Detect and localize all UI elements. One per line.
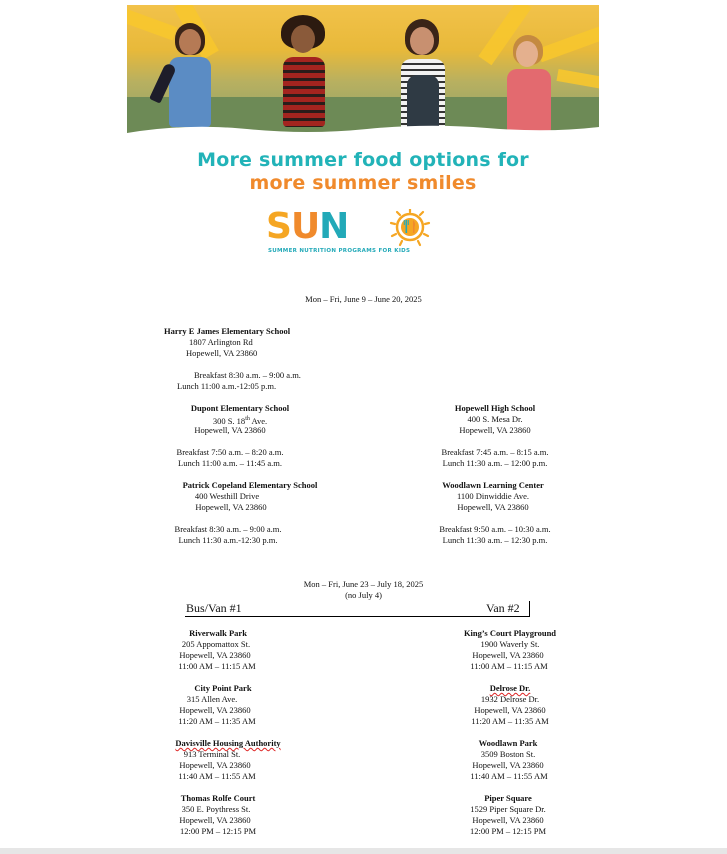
van-1-stop-name: Riverwalk Park [189, 628, 247, 638]
van-1-stop-time: 11:20 AM – 11:35 AM [178, 716, 256, 726]
van-2-stop-name: Piper Square [484, 793, 532, 803]
van-1-stop-name: Thomas Rolfe Court [180, 793, 256, 803]
school-breakfast-harry-e-james: Breakfast 8:30 a.m. – 9:00 a.m. [194, 370, 301, 380]
school-breakfast-hopewell-high: Breakfast 7:45 a.m. – 8:15 a.m. [441, 447, 549, 457]
van-2-stop-name: King’s Court Playground [463, 628, 557, 638]
van-1-stop-street: 350 E. Poythress St. [181, 804, 251, 814]
van-1-stop-name: City Point Park [194, 683, 252, 693]
van-1-stop-time: 12:00 PM – 12:15 PM [179, 826, 257, 836]
period-2-dates: Mon – Fri, June 23 – July 18, 2025 [303, 579, 424, 589]
period-1-dates: Mon – Fri, June 9 – June 20, 2025 [305, 294, 422, 304]
school-street-harry-e-james: 1807 Arlington Rd [189, 337, 253, 347]
school-breakfast-dupont: Breakfast 7:50 a.m. – 8:20 a.m. [176, 447, 284, 457]
school-street-hopewell-high: 400 S. Mesa Dr. [467, 414, 523, 424]
logo-tagline: SUMMER NUTRITION PROGRAMS FOR KIDS [268, 248, 411, 254]
school-street-dupont: 300 S. 18th Ave. [212, 415, 268, 426]
kids-running-banner-image [127, 5, 599, 133]
school-name-harry-e-james: Harry E James Elementary School [164, 326, 291, 336]
van-2-stop-city: Hopewell, VA 23860 [472, 760, 544, 770]
cursor-bar [529, 601, 530, 616]
van-1-stop-street: 205 Appomattox St. [181, 639, 251, 649]
van-1-stop-street: 913 Terminal St. [183, 749, 241, 759]
school-name-patrick-copeland: Patrick Copeland Elementary School [182, 480, 318, 490]
period-2-note: (no July 4) [345, 590, 382, 600]
school-city-woodlawn-learning-center: Hopewell, VA 23860 [457, 502, 529, 512]
heading-underline [185, 616, 530, 617]
logo-wordmark: SUN [266, 206, 349, 247]
school-name-woodlawn-learning-center: Woodlawn Learning Center [442, 480, 544, 490]
van-1-stop-time: 11:00 AM – 11:15 AM [178, 661, 256, 671]
van-2-stop-time: 12:00 PM – 12:15 PM [469, 826, 547, 836]
van-2-stop-city: Hopewell, VA 23860 [472, 650, 544, 660]
van-2-stop-name: Woodlawn Park [478, 738, 538, 748]
school-breakfast-patrick-copeland: Breakfast 8:30 a.m. – 9:00 a.m. [174, 524, 282, 534]
van-2-stop-city: Hopewell, VA 23860 [474, 705, 546, 715]
van-1-stop-name: Davisville Housing Authority [175, 738, 281, 748]
school-city-hopewell-high: Hopewell, VA 23860 [459, 425, 531, 435]
van-2-stop-street: 1900 Waverly St. [480, 639, 540, 649]
sun-plate-icon [388, 209, 454, 247]
van-1-stop-street: 315 Allen Ave. [186, 694, 238, 704]
van-2-stop-name: Delrose Dr. [489, 683, 531, 693]
van-1-heading: Bus/Van #1 [186, 601, 242, 615]
van-1-stop-city: Hopewell, VA 23860 [179, 650, 251, 660]
school-name-dupont: Dupont Elementary School [190, 403, 290, 413]
van-1-stop-time: 11:40 AM – 11:55 AM [178, 771, 256, 781]
van-1-stop-city: Hopewell, VA 23860 [179, 815, 251, 825]
van-2-heading: Van #2 [486, 601, 520, 615]
headline-line-2: more summer smiles [249, 172, 477, 194]
van-2-stop-city: Hopewell, VA 23860 [472, 815, 544, 825]
school-lunch-harry-e-james: Lunch 11:00 a.m.-12:05 p.m. [177, 381, 277, 391]
school-street-patrick-copeland: 400 Westhill Drive [194, 491, 260, 501]
van-2-stop-street: 1932 Delrose Dr. [480, 694, 540, 704]
van-2-stop-time: 11:20 AM – 11:35 AM [471, 716, 549, 726]
school-lunch-dupont: Lunch 11:00 a.m. – 11:45 a.m. [178, 458, 282, 468]
van-2-stop-street: 3509 Boston St. [480, 749, 536, 759]
school-lunch-patrick-copeland: Lunch 11:30 a.m.-12:30 p.m. [178, 535, 278, 545]
school-lunch-woodlawn-learning-center: Lunch 11:30 a.m. – 12:30 p.m. [442, 535, 548, 545]
sun-program-logo [266, 207, 458, 259]
van-2-stop-time: 11:00 AM – 11:15 AM [470, 661, 548, 671]
school-lunch-hopewell-high: Lunch 11:30 a.m. – 12:00 p.m. [442, 458, 548, 468]
van-2-stop-street: 1529 Piper Square Dr. [470, 804, 546, 814]
van-1-stop-city: Hopewell, VA 23860 [179, 760, 251, 770]
school-city-patrick-copeland: Hopewell, VA 23860 [195, 502, 267, 512]
school-city-dupont: Hopewell, VA 23860 [194, 425, 266, 435]
page-bottom-edge [0, 848, 727, 854]
school-street-woodlawn-learning-center: 1100 Dinwiddie Ave. [456, 491, 529, 501]
school-name-hopewell-high: Hopewell High School [454, 403, 536, 413]
van-1-stop-city: Hopewell, VA 23860 [179, 705, 251, 715]
school-breakfast-woodlawn-learning-center: Breakfast 9:50 a.m. – 10:30 a.m. [439, 524, 551, 534]
headline-line-1: More summer food options for [197, 149, 529, 171]
school-city-harry-e-james: Hopewell, VA 23860 [186, 348, 258, 358]
van-2-stop-time: 11:40 AM – 11:55 AM [470, 771, 548, 781]
